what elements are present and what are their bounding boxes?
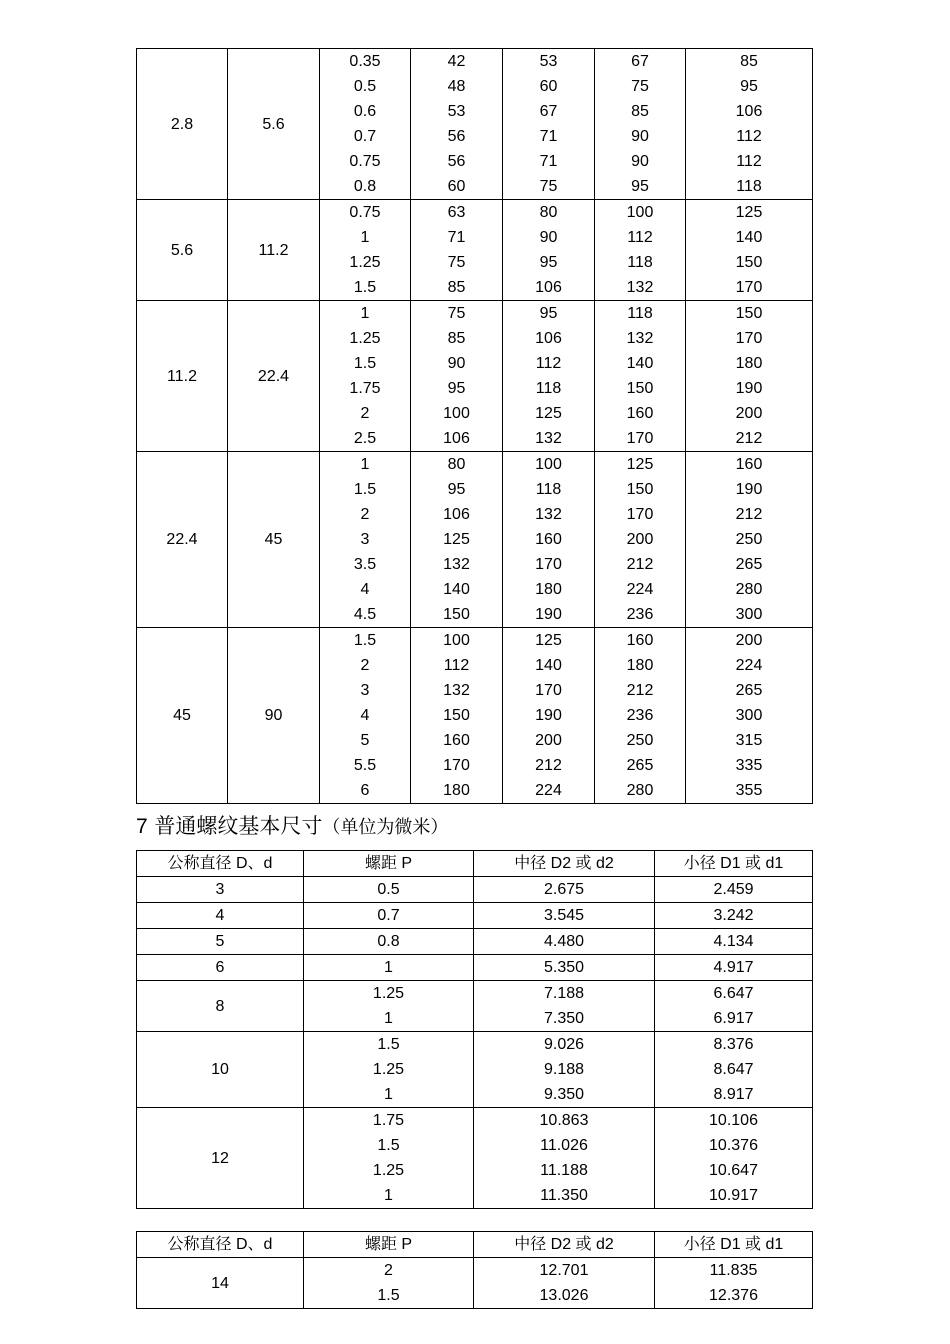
table-row — [137, 628, 813, 804]
pitch-cell: 0.7 — [304, 903, 474, 929]
table-cell-value: 100 — [443, 405, 470, 422]
pitch-cell — [320, 200, 411, 301]
table-cell-value: 4.5 — [353, 606, 377, 623]
table-cell-value: 200 — [735, 632, 763, 649]
diameter-to-cell: 11.2 — [228, 200, 320, 301]
table-cell-value: 125 — [535, 632, 562, 649]
header-pitch: 螺距 P — [304, 1232, 474, 1258]
table-cell-value: 1 — [360, 229, 370, 246]
pitch-diameter-cell: 11.188 — [474, 1158, 655, 1183]
pitch-cell — [320, 301, 411, 452]
table-header-row — [137, 1232, 813, 1258]
table-cell-value: 106 — [443, 506, 470, 523]
table-cell-value: 212 — [735, 430, 763, 447]
minor-diameter-cell: 8.917 — [655, 1082, 813, 1108]
table-cell-value: 170 — [535, 682, 562, 699]
table-header-row — [137, 851, 813, 877]
table-cell-value: 85 — [740, 53, 758, 70]
header-nominal-diameter: 公称直径 D、d — [137, 1232, 304, 1258]
nominal-diameter-cell: 10 — [137, 1032, 304, 1108]
table-cell-value: 4 — [360, 581, 370, 598]
minor-diameter-cell: 6.647 — [655, 981, 813, 1007]
grade-col-4 — [686, 301, 813, 452]
nominal-diameter-cell: 6 — [137, 955, 304, 981]
table-cell-value: 48 — [447, 78, 466, 95]
nominal-diameter-cell: 8 — [137, 981, 304, 1032]
pitch-diameter-cell: 11.026 — [474, 1133, 655, 1158]
table-cell-value: 125 — [626, 456, 654, 473]
table-cell-value: 250 — [735, 531, 763, 548]
table-cell-value: 42 — [447, 53, 466, 70]
minor-diameter-cell: 6.917 — [655, 1006, 813, 1032]
diameter-to-cell: 22.4 — [228, 301, 320, 452]
table-cell-value: 60 — [539, 78, 558, 95]
table-cell-value: 170 — [443, 757, 470, 774]
grade-col-3 — [595, 301, 686, 452]
table-cell-value: 75 — [539, 178, 558, 195]
minor-diameter-cell: 2.459 — [655, 877, 813, 903]
table-cell-value: 300 — [735, 606, 763, 623]
diameter-from-cell: 2.8 — [137, 49, 228, 200]
nominal-diameter-cell: 4 — [137, 903, 304, 929]
table-cell-value: 125 — [443, 531, 470, 548]
pitch-cell: 1.5 — [304, 1032, 474, 1058]
table-cell-value: 90 — [539, 229, 558, 246]
diameter-from-cell: 11.2 — [137, 301, 228, 452]
table-cell-value: 212 — [626, 556, 654, 573]
table-cell-value: 90 — [631, 153, 649, 170]
grade-col-1 — [411, 628, 503, 804]
thread-dimension-table-continued — [136, 1231, 813, 1309]
pitch-cell: 0.8 — [304, 929, 474, 955]
grade-col-1 — [411, 200, 503, 301]
pitch-diameter-cell: 13.026 — [474, 1283, 655, 1309]
table-row — [137, 981, 813, 1007]
table-cell-value: 112 — [627, 229, 653, 246]
table-cell-value: 236 — [626, 707, 654, 724]
table-cell-value: 118 — [535, 380, 562, 397]
table-cell-value: 3.5 — [353, 556, 377, 573]
table-cell-value: 140 — [735, 229, 763, 246]
pitch-diameter-cell: 12.701 — [474, 1258, 655, 1284]
tolerance-table — [136, 48, 813, 804]
table-cell-value: 180 — [443, 782, 470, 799]
diameter-to-cell: 45 — [228, 452, 320, 628]
table-cell-value: 315 — [735, 732, 763, 749]
table-cell-value: 100 — [443, 632, 470, 649]
table-cell-value: 180 — [535, 581, 562, 598]
table-cell-value: 170 — [535, 556, 562, 573]
table-cell-value: 0.75 — [349, 204, 381, 221]
section-unit: （单位为微米） — [322, 817, 449, 838]
grade-col-2 — [503, 49, 595, 200]
minor-diameter-cell: 10.376 — [655, 1133, 813, 1158]
pitch-cell: 2 — [304, 1258, 474, 1284]
table-cell-value: 95 — [447, 481, 466, 498]
table-cell-value: 53 — [539, 53, 558, 70]
table-cell-value: 100 — [535, 456, 562, 473]
section-title: 普通螺纹基本尺寸 — [154, 814, 323, 838]
table-cell-value: 0.7 — [353, 128, 377, 145]
table-cell-value: 1.25 — [349, 330, 381, 347]
table-cell-value: 140 — [443, 581, 470, 598]
table-cell-value: 132 — [443, 556, 470, 573]
pitch-cell: 1 — [304, 1082, 474, 1108]
diameter-to-cell: 5.6 — [228, 49, 320, 200]
table-cell-value: 190 — [535, 606, 562, 623]
table-cell-value: 106 — [735, 103, 763, 120]
table-cell-value: 1.5 — [353, 632, 377, 649]
table-cell-value: 150 — [626, 380, 654, 397]
table-cell-value: 180 — [735, 355, 763, 372]
table-cell-value: 90 — [631, 128, 649, 145]
table-cell-value: 1.75 — [349, 380, 381, 397]
header-nominal-diameter: 公称直径 D、d — [137, 851, 304, 877]
table-cell-value: 280 — [626, 782, 654, 799]
pitch-diameter-cell: 11.350 — [474, 1183, 655, 1209]
table-cell-value: 75 — [447, 305, 466, 322]
table-cell-value: 132 — [626, 330, 654, 347]
table-cell-value: 0.5 — [353, 78, 377, 95]
header-pitch-diameter: 中径 D2 或 d2 — [474, 1232, 655, 1258]
pitch-cell: 1.25 — [304, 1158, 474, 1183]
section-number: 7 — [136, 815, 148, 838]
grade-col-3 — [595, 200, 686, 301]
pitch-diameter-cell: 10.863 — [474, 1108, 655, 1134]
table-cell-value: 56 — [447, 153, 466, 170]
table-row — [137, 452, 813, 628]
table-cell-value: 212 — [626, 682, 654, 699]
table-cell-value: 3 — [360, 682, 370, 699]
diameter-from-cell: 45 — [137, 628, 228, 804]
table-cell-value: 2 — [360, 405, 370, 422]
table-cell-value: 85 — [631, 103, 649, 120]
minor-diameter-cell: 10.647 — [655, 1158, 813, 1183]
table-cell-value: 1.5 — [353, 481, 377, 498]
table-cell-value: 67 — [631, 53, 649, 70]
table-cell-value: 118 — [627, 254, 653, 271]
table-cell-value: 5 — [360, 732, 370, 749]
header-minor-diameter: 小径 D1 或 d1 — [655, 1232, 813, 1258]
table-cell-value: 132 — [443, 682, 470, 699]
grade-col-1 — [411, 452, 503, 628]
diameter-from-cell: 5.6 — [137, 200, 228, 301]
table-cell-value: 95 — [539, 254, 558, 271]
minor-diameter-cell: 12.376 — [655, 1283, 813, 1309]
grade-col-3 — [595, 628, 686, 804]
table-cell-value: 160 — [735, 456, 763, 473]
grade-col-2 — [503, 452, 595, 628]
diameter-to-cell: 90 — [228, 628, 320, 804]
table-cell-value: 80 — [447, 456, 466, 473]
nominal-diameter-cell: 12 — [137, 1108, 304, 1209]
table-cell-value: 190 — [735, 380, 763, 397]
table-cell-value: 355 — [735, 782, 763, 799]
table-cell-value: 106 — [443, 430, 470, 447]
minor-diameter-cell: 11.835 — [655, 1258, 813, 1284]
table-cell-value: 170 — [626, 506, 654, 523]
table-cell-value: 200 — [626, 531, 654, 548]
table-cell-value: 150 — [626, 481, 654, 498]
grade-col-2 — [503, 628, 595, 804]
table-cell-value: 160 — [626, 405, 654, 422]
table-cell-value: 132 — [535, 506, 562, 523]
pitch-cell: 1.25 — [304, 1057, 474, 1082]
pitch-diameter-cell: 9.026 — [474, 1032, 655, 1058]
grade-col-4 — [686, 200, 813, 301]
pitch-cell: 1.5 — [304, 1283, 474, 1309]
grade-col-1 — [411, 49, 503, 200]
header-pitch: 螺距 P — [304, 851, 474, 877]
table-cell-value: 71 — [447, 229, 466, 246]
grade-col-3 — [595, 452, 686, 628]
grade-col-2 — [503, 200, 595, 301]
table-cell-value: 67 — [539, 103, 558, 120]
table-cell-value: 2 — [360, 657, 370, 674]
table-cell-value: 71 — [539, 153, 558, 170]
minor-diameter-cell: 4.917 — [655, 955, 813, 981]
table-cell-value: 280 — [735, 581, 763, 598]
header-minor-diameter: 小径 D1 或 d1 — [655, 851, 813, 877]
table-row — [137, 49, 813, 200]
grade-col-4 — [686, 49, 813, 200]
table-cell-value: 0.35 — [349, 53, 381, 70]
pitch-cell: 1.25 — [304, 981, 474, 1007]
table-cell-value: 335 — [735, 757, 763, 774]
table-cell-value: 0.6 — [353, 103, 377, 120]
table-cell-value: 132 — [535, 430, 562, 447]
pitch-cell: 1 — [304, 955, 474, 981]
table-row — [137, 301, 813, 452]
table-cell-value: 106 — [535, 330, 562, 347]
table-cell-value: 112 — [736, 128, 762, 145]
table-cell-value: 140 — [626, 355, 654, 372]
pitch-diameter-cell: 3.545 — [474, 903, 655, 929]
table-cell-value: 224 — [535, 782, 562, 799]
table-row — [137, 877, 813, 903]
table-cell-value: 190 — [535, 707, 562, 724]
table-cell-value: 60 — [447, 178, 466, 195]
pitch-diameter-cell: 9.188 — [474, 1057, 655, 1082]
table-cell-value: 224 — [626, 581, 654, 598]
pitch-diameter-cell: 7.350 — [474, 1006, 655, 1032]
grade-col-1 — [411, 301, 503, 452]
pitch-cell — [320, 628, 411, 804]
grade-col-3 — [595, 49, 686, 200]
table-cell-value: 180 — [626, 657, 654, 674]
header-pitch-diameter: 中径 D2 或 d2 — [474, 851, 655, 877]
table-row — [137, 955, 813, 981]
table-cell-value: 1.5 — [353, 355, 377, 372]
pitch-diameter-cell: 4.480 — [474, 929, 655, 955]
table-cell-value: 53 — [447, 103, 466, 120]
table-cell-value: 118 — [627, 305, 653, 322]
minor-diameter-cell: 8.647 — [655, 1057, 813, 1082]
table-cell-value: 95 — [539, 305, 558, 322]
minor-diameter-cell: 3.242 — [655, 903, 813, 929]
table-cell-value: 212 — [735, 506, 763, 523]
pitch-cell: 1 — [304, 1183, 474, 1209]
nominal-diameter-cell: 5 — [137, 929, 304, 955]
pitch-cell: 1.75 — [304, 1108, 474, 1134]
table-cell-value: 112 — [736, 153, 762, 170]
table-row — [137, 1258, 813, 1284]
table-cell-value: 3 — [360, 531, 370, 548]
table-cell-value: 212 — [535, 757, 562, 774]
table-row — [137, 1108, 813, 1134]
table-cell-value: 6 — [360, 782, 370, 799]
minor-diameter-cell: 8.376 — [655, 1032, 813, 1058]
table-row — [137, 903, 813, 929]
table-cell-value: 265 — [735, 682, 763, 699]
minor-diameter-cell: 10.106 — [655, 1108, 813, 1134]
table-cell-value: 132 — [626, 279, 654, 296]
table-cell-value: 125 — [535, 405, 562, 422]
table-cell-value: 265 — [626, 757, 654, 774]
pitch-cell: 1 — [304, 1006, 474, 1032]
diameter-from-cell: 22.4 — [137, 452, 228, 628]
table-cell-value: 0.8 — [353, 178, 377, 195]
nominal-diameter-cell: 3 — [137, 877, 304, 903]
table-cell-value: 300 — [735, 707, 763, 724]
table-cell-value: 95 — [631, 178, 649, 195]
table-cell-value: 170 — [735, 330, 763, 347]
table-cell-value: 150 — [735, 254, 763, 271]
table-cell-value: 1.25 — [349, 254, 381, 271]
table-cell-value: 2 — [360, 506, 370, 523]
table-cell-value: 265 — [735, 556, 763, 573]
table-cell-value: 125 — [735, 204, 763, 221]
table-row — [137, 1032, 813, 1058]
table-cell-value: 1 — [360, 305, 370, 322]
table-cell-value: 160 — [535, 531, 562, 548]
pitch-diameter-cell: 2.675 — [474, 877, 655, 903]
table-cell-value: 236 — [626, 606, 654, 623]
table-cell-value: 100 — [626, 204, 654, 221]
table-cell-value: 90 — [447, 355, 466, 372]
pitch-diameter-cell: 9.350 — [474, 1082, 655, 1108]
minor-diameter-cell: 4.134 — [655, 929, 813, 955]
table-cell-value: 95 — [740, 78, 758, 95]
table-cell-value: 160 — [443, 732, 470, 749]
table-cell-value: 150 — [735, 305, 763, 322]
table-cell-value: 85 — [447, 279, 466, 296]
table-cell-value: 85 — [447, 330, 466, 347]
table-cell-value: 112 — [535, 355, 562, 372]
table-cell-value: 170 — [626, 430, 654, 447]
table-cell-value: 1.5 — [353, 279, 377, 296]
table-cell-value: 250 — [626, 732, 654, 749]
minor-diameter-cell: 10.917 — [655, 1183, 813, 1209]
table-cell-value: 190 — [735, 481, 763, 498]
grade-col-4 — [686, 452, 813, 628]
table-cell-value: 140 — [535, 657, 562, 674]
table-cell-value: 106 — [535, 279, 562, 296]
table-cell-value: 170 — [735, 279, 763, 296]
table-cell-value: 1 — [360, 456, 370, 473]
pitch-diameter-cell: 7.188 — [474, 981, 655, 1007]
section-heading — [136, 812, 448, 842]
table-cell-value: 0.75 — [349, 153, 381, 170]
pitch-diameter-cell: 5.350 — [474, 955, 655, 981]
nominal-diameter-cell: 14 — [137, 1258, 304, 1309]
table-cell-value: 150 — [443, 707, 470, 724]
table-cell-value: 200 — [735, 405, 763, 422]
table-cell-value: 71 — [539, 128, 558, 145]
table-cell-value: 75 — [447, 254, 466, 271]
table-cell-value: 118 — [736, 178, 762, 195]
thread-dimension-table — [136, 850, 813, 1209]
table-cell-value: 112 — [443, 657, 470, 674]
table-cell-value: 118 — [535, 481, 562, 498]
table-cell-value: 200 — [535, 732, 562, 749]
table-cell-value: 56 — [447, 128, 466, 145]
table-cell-value: 150 — [443, 606, 470, 623]
table-cell-value: 224 — [735, 657, 763, 674]
grade-col-4 — [686, 628, 813, 804]
table-cell-value: 2.5 — [353, 430, 377, 447]
pitch-cell: 0.5 — [304, 877, 474, 903]
table-row — [137, 200, 813, 301]
table-cell-value: 80 — [539, 204, 558, 221]
table-cell-value: 75 — [631, 78, 649, 95]
grade-col-2 — [503, 301, 595, 452]
table-cell-value: 160 — [626, 632, 654, 649]
pitch-cell — [320, 452, 411, 628]
table-cell-value: 63 — [447, 204, 466, 221]
pitch-cell — [320, 49, 411, 200]
table-cell-value: 5.5 — [353, 757, 377, 774]
table-row — [137, 929, 813, 955]
table-cell-value: 95 — [447, 380, 466, 397]
table-cell-value: 4 — [360, 707, 370, 724]
pitch-cell: 1.5 — [304, 1133, 474, 1158]
